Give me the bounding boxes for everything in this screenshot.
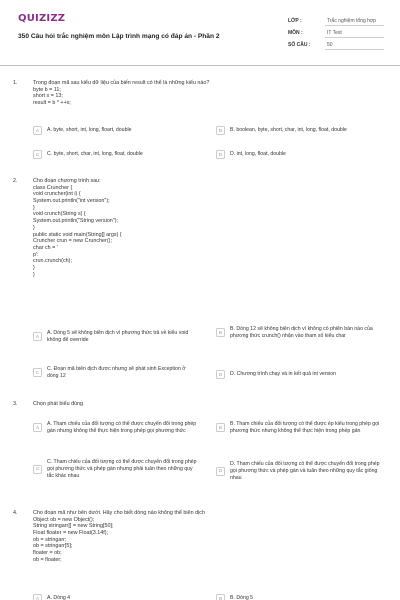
option-letter-badge: D [216,150,225,159]
question-number: 4. [13,510,18,516]
option-text: A. byte, short, int, long, floart, double [47,127,132,134]
option-letter-badge: C [33,465,42,474]
question-line: floater = ob; [33,550,62,557]
option-b[interactable] [216,126,388,135]
option-letter-badge: A [33,126,42,135]
meta-value: IT Test [325,28,384,38]
meta-label: LỚP : [288,17,302,24]
question-line: short s = 13; [33,93,63,100]
question-line: Object ob = new Object(); [33,516,95,523]
question-line: Cruncher crun = new Cruncher(); [33,238,112,245]
meta-label: MÔN : [288,29,303,36]
option-text: A. Dòng 4 [47,595,71,600]
question-text [33,510,383,564]
question-line: char ch = ' [33,244,58,251]
meta-row-count [288,39,384,51]
question-line: } [33,264,35,271]
option-letter-badge: C [33,368,42,377]
question-line: } [33,224,35,231]
option-text: C. Đoạn mã biên dịch được nhưng sẽ phát sinh Exception ở dòng 12 [47,366,186,379]
option-letter-badge: D [216,370,225,379]
quizizz-logo: QUIZIZZ [18,13,66,24]
question-number: 2. [13,178,18,184]
document-title: 350 Câu hỏi trắc nghiệm môn Lập trình mạng có đáp án - Phần 2 [18,33,220,40]
header-divider [0,65,400,66]
question-line: ob = floater; [33,556,62,563]
option-a[interactable] [33,594,203,600]
option-text: D. Tham chiếu của đối tượng có thể được chuyển đổi trong phép gọi phương thức và phép gán và tuân theo những quy tắc giống nhau [230,461,380,481]
option-letter-badge: B [216,126,225,135]
question-line: Trong đoạn mã sau kiểu dữ liệu của biến result có thể là những kiểu nào? [33,80,210,86]
question-number: 1. [13,80,18,86]
question-line: } [33,271,35,278]
question-line: } [33,204,35,211]
option-text: A. Dòng 5 sẽ không biên dịch vì phương thức trả về kiểu void không để override [47,330,189,343]
option-d[interactable] [216,370,388,379]
question-number: 3. [13,401,18,407]
question-line: crun.crunch(ch); [33,258,72,265]
meta-label: SỐ CÂU : [288,41,311,48]
option-text: B. Tham chiếu của đối tượng có thể được ép kiểu trong phép gọi phương thức nhưng không thể thực hiện trong phép gán [230,421,380,434]
question-text [33,178,383,278]
option-a[interactable] [33,126,203,135]
option-a[interactable] [33,330,205,344]
question-line: ob = stringarr[5]; [33,543,73,550]
option-b[interactable] [216,326,388,340]
question-line: Cho đoạn chương trình sau: [33,178,101,184]
meta-panel [288,15,384,51]
option-text: B. Dòng 5 [230,595,254,600]
question-line: p': [33,251,39,258]
option-a[interactable] [33,421,205,435]
question-line: void cruncher(int i) { [33,191,81,198]
option-text: D. int, long, float, double [230,151,286,158]
question-line: public static void main(String[] args) { [33,231,122,238]
option-text: D. Chương trình chạy và in kết quả int version [230,371,337,378]
option-letter-badge: A [33,594,42,600]
question-line: System.out.println("String version"); [33,218,119,225]
option-c[interactable] [33,150,203,159]
question-line: Chọn phát biểu đúng [33,401,84,407]
page-header [0,0,400,62]
meta-value: 50 [325,40,384,50]
option-text: C. byte, short, char, int, long, float, double [47,151,143,158]
option-b[interactable] [216,594,386,600]
option-letter-badge: A [33,332,42,341]
option-text: B. boolean, byte, short, char, int, long, float, double [230,127,347,134]
meta-row-subject [288,27,384,39]
option-d[interactable] [216,461,388,481]
option-d[interactable] [216,150,388,159]
question-line: String stringarr[] = new String[50]; [33,523,114,530]
option-b[interactable] [216,421,388,435]
question-text [33,80,383,107]
option-text: C. Tham chiếu của đối tượng có thể được chuyển đổi trong phép gọi phương thức và phép gán nhưng phải tuân theo những quy tắc khác nhau [47,459,197,479]
question-line: result = b * ++s; [33,100,71,107]
option-letter-badge: B [216,423,225,432]
option-c[interactable] [33,366,205,380]
option-c[interactable] [33,459,205,479]
question-line: System.out.println("int version"); [33,198,110,205]
question-line: ob = stringarr; [33,536,67,543]
question-line: byte b = 11; [33,86,61,93]
option-text: A. Tham chiếu của đối tượng có thể được chuyển đổi trong phép gán nhưng không thể thực hiện trong phép gọi phương thức [47,421,197,434]
option-letter-badge: B [216,594,225,600]
option-letter-badge: D [216,467,225,476]
question-text [33,401,383,408]
question-line: class Cruncher { [33,184,73,191]
question-line: void crunch(String s) { [33,211,86,218]
option-letter-badge: C [33,150,42,159]
option-letter-badge: B [216,328,225,337]
question-line: Float floater = new Float(3.14f); [33,530,109,537]
option-text: B. Dòng 12 sẽ không biên dịch vì không có phiên bản nào của phương thức crunch() nhận vào tham số kiểu char [230,326,373,339]
question-line: Cho đoạn mã như bên dưới. Hãy cho biết dòng nào không thể biên dịch [33,510,205,516]
meta-value: Trắc nghiệm tổng hợp [325,16,384,26]
option-letter-badge: A [33,423,42,432]
meta-row-class [288,15,384,27]
